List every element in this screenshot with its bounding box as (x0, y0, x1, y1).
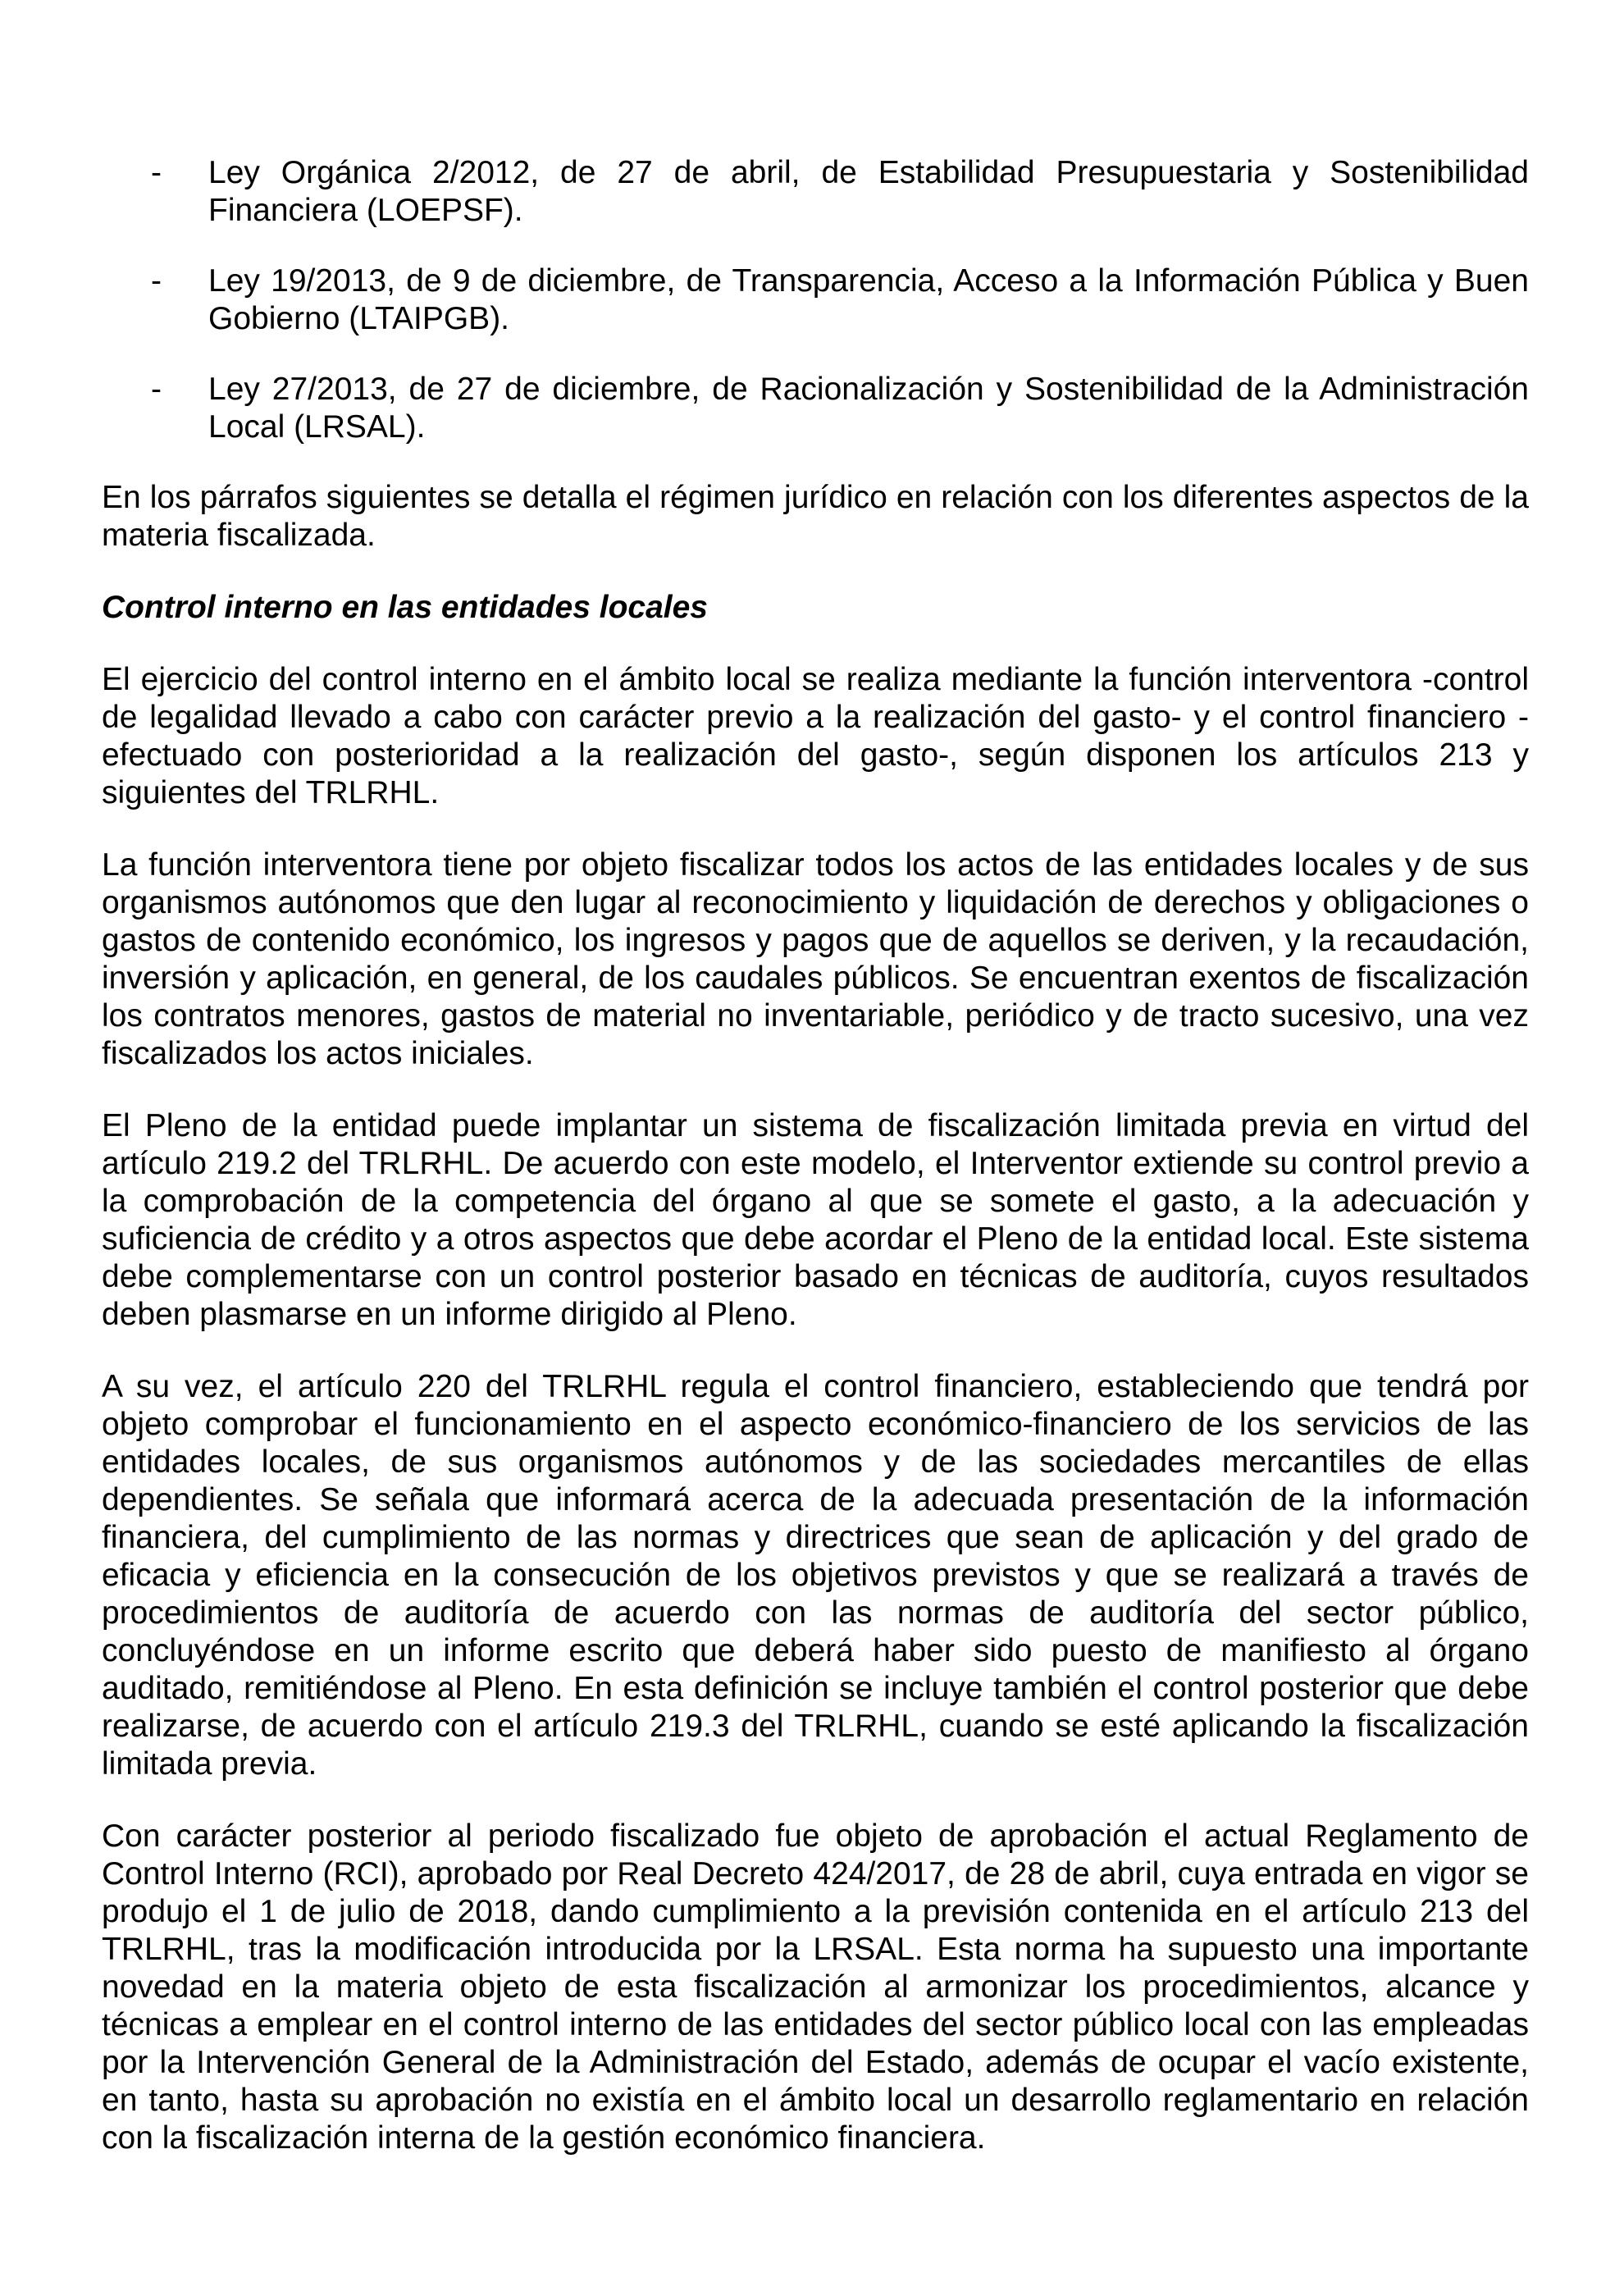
legislation-list (102, 154, 1529, 446)
list-item-text: Ley 27/2013, de 27 de diciembre, de Racionalización y Sostenibilidad de la Administración Local (LRSAL). (208, 372, 1529, 445)
list-item (102, 262, 1529, 338)
document-page (102, 154, 1529, 2192)
section-heading: Control interno en las entidades locales (102, 590, 709, 625)
list-item-text: Ley Orgánica 2/2012, de 27 de abril, de Estabilidad Presupuestaria y Sostenibilidad Financiera (LOEPSF). (208, 155, 1529, 228)
list-item-text: Ley 19/2013, de 9 de diciembre, de Transparencia, Acceso a la Información Pública y Buen Gobierno (LTAIPGB). (208, 263, 1529, 336)
body-paragraph: Con carácter posterior al periodo fiscalizado fue objeto de aprobación el actual Reglamento de Control Interno (RCI), aprobado por Real Decreto 424/2017, de 28 de abril, cuya entrada en vigor se produjo el 1 de julio de 2018, dando cumplimiento a la previsión contenida en el artículo 213 del TRLRHL, tras la modificación introducida por la LRSAL. Esta norma ha supuesto una importante novedad en la materia objeto de esta fiscalización al armonizar los procedimientos, alcance y técnicas a emplear en el control interno de las entidades del sector público local con las empleadas por la Intervención General de la Administración del Estado, además de ocupar el vacío existente, en tanto, hasta su aprobación no existía en el ámbito local un desarrollo reglamentario en relación con la fiscalización interna de la gestión económico financiera. (102, 1818, 1529, 2156)
list-item (102, 154, 1529, 230)
body-paragraph: A su vez, el artículo 220 del TRLRHL regula el control financiero, estableciendo que tendrá por objeto comprobar el funcionamiento en el aspecto económico-financiero de los servicios de las entidades locales, de sus organismos autónomos y de las sociedades mercantiles de ellas dependientes. Se señala que informará acerca de la adecuada presentación de la información financiera, del cumplimiento de las normas y directrices que sean de aplicación y del grado de eficacia y eficiencia en la consecución de los objetivos previstos y que se realizará a través de procedimientos de auditoría de acuerdo con las normas de auditoría del sector público, concluyéndose en un informe escrito que deberá haber sido puesto de manifiesto al órgano auditado, remitiéndose al Pleno. En esta definición se incluye también el control posterior que debe realizarse, de acuerdo con el artículo 219.3 del TRLRHL, cuando se esté aplicando la fiscalización limitada previa. (102, 1369, 1529, 1782)
list-bullet: - (151, 263, 162, 299)
body-paragraph: La función interventora tiene por objeto fiscalizar todos los actos de las entidades locales y de sus organismos autónomos que den lugar al reconocimiento y liquidación de derechos y obligaciones o gastos de contenido económico, los ingresos y pagos que de aquellos se deriven, y la recaudación, inversión y aplicación, en general, de los caudales públicos. Se encuentran exentos de fiscalización los contratos menores, gastos de material no inventariable, periódico y de tracto sucesivo, una vez fiscalizados los actos iniciales. (102, 847, 1529, 1071)
intro-paragraph: En los párrafos siguientes se detalla el régimen jurídico en relación con los diferentes aspectos de la materia fiscalizada. (102, 480, 1529, 553)
list-item (102, 371, 1529, 446)
body-paragraph: El ejercicio del control interno en el ámbito local se realiza mediante la función interventora -control de legalidad llevado a cabo con carácter previo a la realización del gasto- y el control financiero -efectuado con posterioridad a la realización del gasto-, según disponen los artículos 213 y siguientes del TRLRHL. (102, 662, 1529, 810)
body-paragraph: El Pleno de la entidad puede implantar un sistema de fiscalización limitada previa en virtud del artículo 219.2 del TRLRHL. De acuerdo con este modelo, el Interventor extiende su control previo a la comprobación de la competencia del órgano al que se somete el gasto, a la adecuación y suficiencia de crédito y a otros aspectos que debe acordar el Pleno de la entidad local. Este sistema debe complementarse con un control posterior basado en técnicas de auditoría, cuyos resultados deben plasmarse en un informe dirigido al Pleno. (102, 1108, 1529, 1332)
list-bullet: - (151, 372, 162, 407)
list-bullet: - (151, 155, 162, 190)
